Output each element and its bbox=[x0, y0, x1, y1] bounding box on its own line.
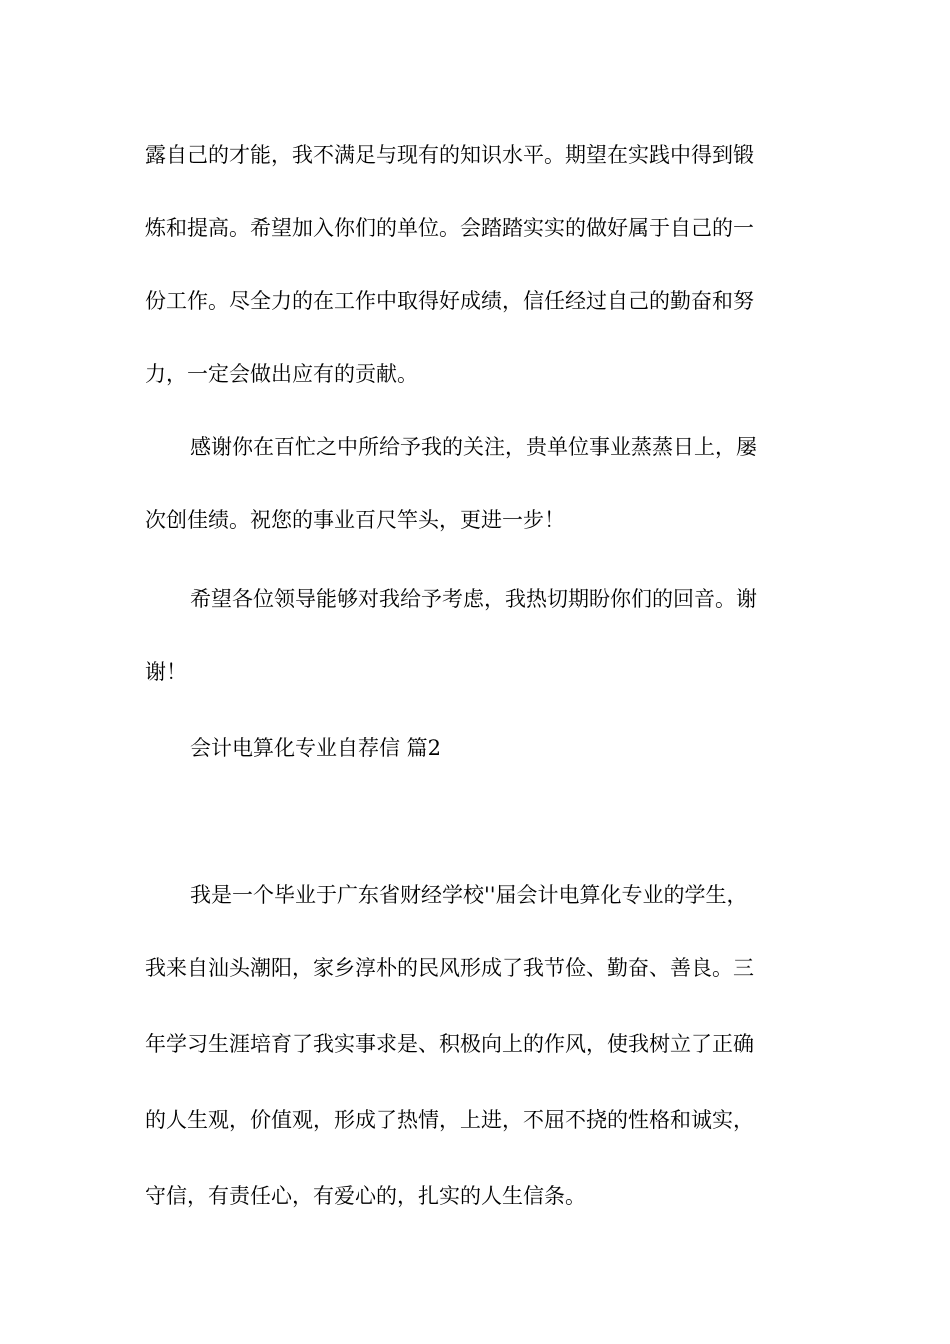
paragraph-1-line-1: 露自己的才能，我不满足与现有的知识水平。期望在实践中得到锻 bbox=[145, 143, 754, 167]
paragraph-1-line-4: 力，一定会做出应有的贡献。 bbox=[145, 362, 418, 386]
paragraph-2-line-2: 次创佳绩。祝您的事业百尺竿头，更进一步！ bbox=[145, 508, 565, 532]
paragraph-4-line-4: 的人生观，价值观，形成了热情，上进，不屈不挠的性格和诚实， bbox=[145, 1108, 754, 1132]
paragraph-1-line-3: 份工作。尽全力的在工作中取得好成绩，信任经过自己的勤奋和努 bbox=[145, 289, 754, 313]
paragraph-3-line-2: 谢！ bbox=[145, 660, 187, 684]
paragraph-2-line-1: 感谢你在百忙之中所给予我的关注，贵单位事业蒸蒸日上，屡 bbox=[190, 435, 757, 459]
paragraph-4-line-1: 我是一个毕业于广东省财经学校''届会计电算化专业的学生， bbox=[190, 883, 748, 907]
paragraph-3-line-1: 希望各位领导能够对我给予考虑，我热切期盼你们的回音。谢 bbox=[190, 587, 757, 611]
section-title: 会计电算化专业自荐信 篇2 bbox=[190, 736, 442, 760]
paragraph-1-line-2: 炼和提高。希望加入你们的单位。会踏踏实实的做好属于自己的一 bbox=[145, 216, 754, 240]
paragraph-4-line-3: 年学习生涯培育了我实事求是、积极向上的作风，使我树立了正确 bbox=[145, 1032, 754, 1056]
paragraph-4-line-5: 守信，有责任心，有爱心的，扎实的人生信条。 bbox=[145, 1184, 586, 1208]
paragraph-4-line-2: 我来自汕头潮阳，家乡淳朴的民风形成了我节俭、勤奋、善良。三 bbox=[145, 956, 754, 980]
